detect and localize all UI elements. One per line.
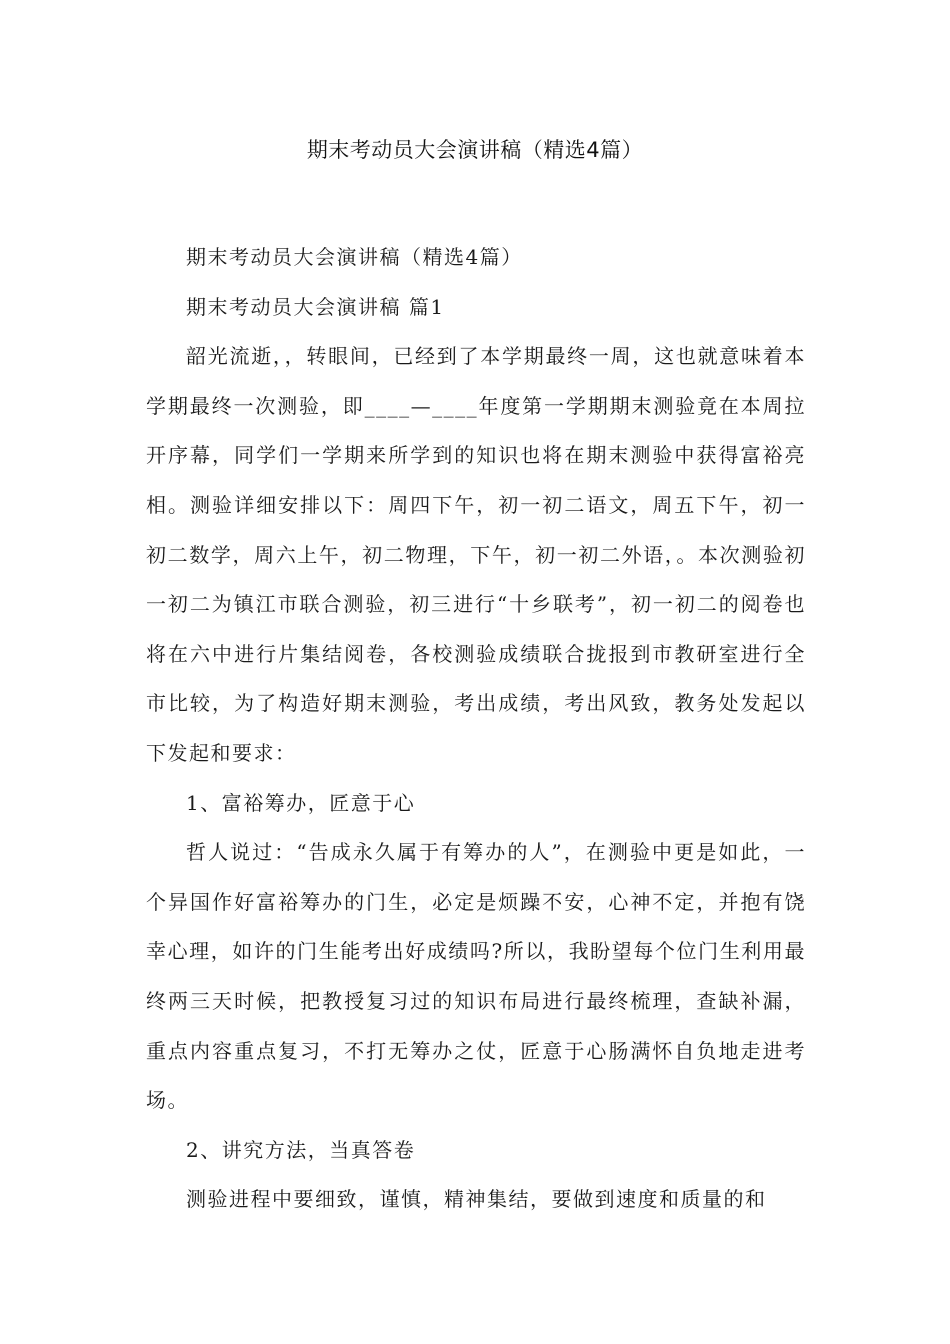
subtitle: 期末考动员大会演讲稿（精选4篇）: [186, 245, 523, 269]
paragraph: 哲人说过：“告成永久属于有筹办的人”，在测验中更是如此，一个异国作好富裕筹办的门生，必定是烦躁不安，心神不定，并抱有饶幸心理，如许的门生能考出好成绩吗?所以，我盼望每个位门生利用最终两三天时候，把教授复习过的知识布局进行最终梳理，查缺补漏，重点内容重点复习，不打无筹办之仗，匠意于心肠满怀自负地走进考场。: [146, 840, 806, 1113]
document-body: [146, 233, 806, 1225]
point-1-heading: 1、富裕筹办，匠意于心: [186, 790, 416, 815]
section-heading: 期末考动员大会演讲稿 篇1: [186, 294, 445, 319]
document-title: 期末考动员大会演讲稿（精选4篇）: [306, 138, 644, 162]
paragraph: 测验进程中要细致，谨慎，精神集结，要做到速度和质量的和: [186, 1187, 767, 1212]
paragraph: 韶光流逝，，转眼间，已经到了本学期最终一周，这也就意味着本学期最终一次测验，即____—____年度第一学期期末测验竟在本周拉开序幕，同学们一学期来所学到的知识也将在期末测验中获得富裕亮相。测验详细安排以下：周四下午，初一初二语文，周五下午，初一初二数学，周六上午，初二物理，下午，初一初二外语，。本次测验初一初二为镇江市联合测验，初三进行“十乡联考”，初一初二的阅卷也将在六中进行片集结阅卷，各校测验成绩联合拢报到市教研室进行全市比较，为了构造好期末测验，考出成绩，考出风致，教务处发起以下发起和要求：: [146, 344, 806, 765]
point-2-heading: 2、讲究方法，当真答卷: [186, 1137, 416, 1162]
